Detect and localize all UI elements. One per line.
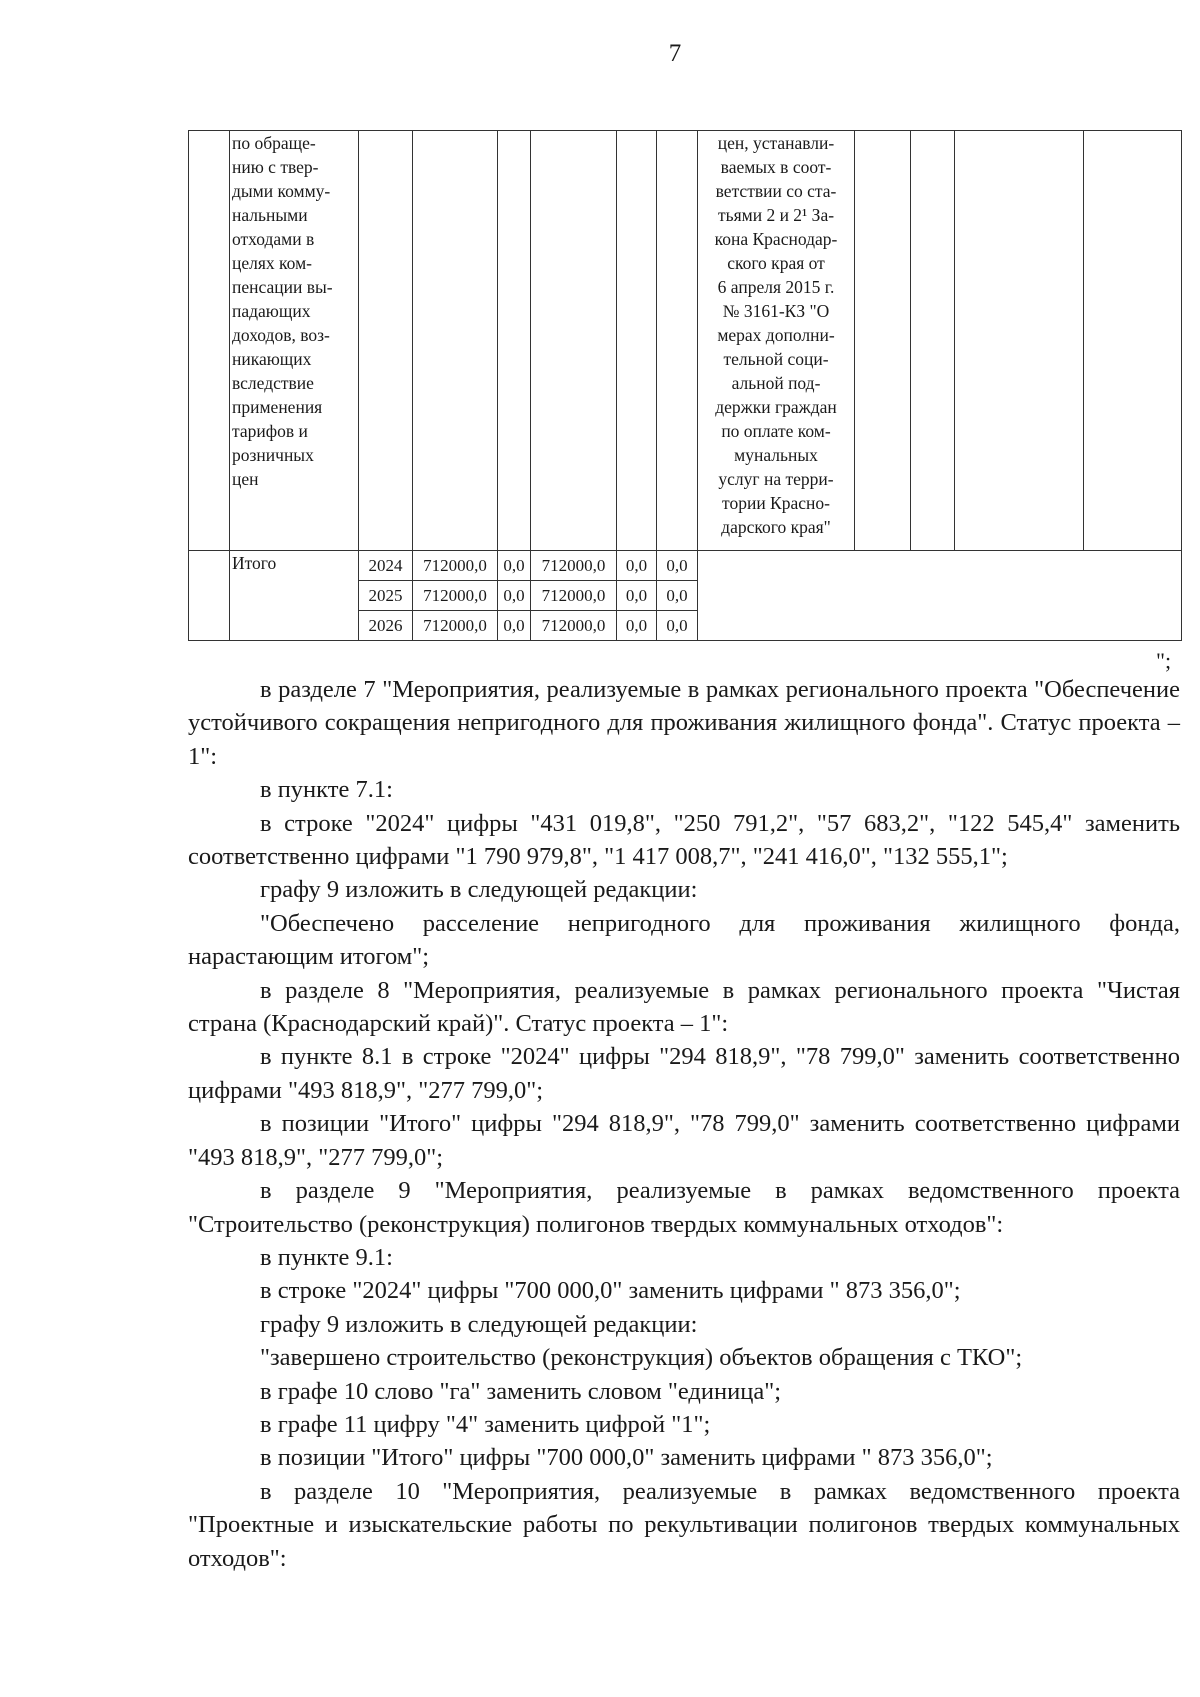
total-col-4: 0,0 — [617, 551, 657, 581]
paragraph: "Обеспечено расселение непригодного для проживания жилищного фонда, нарастающим итогом"; — [188, 909, 1180, 971]
table-cell-empty — [1084, 131, 1182, 551]
page-number: 7 — [668, 40, 682, 67]
total-col-3: 712000,0 — [531, 581, 617, 611]
paragraph: в строке "2024" цифры "700 000,0" заменить цифрами " 873 356,0"; — [260, 1277, 961, 1305]
paragraph: в графе 11 цифру "4" заменить цифрой "1"; — [260, 1410, 711, 1438]
table-cell-empty — [617, 131, 657, 551]
total-col-4: 0,0 — [617, 581, 657, 611]
total-year: 2025 — [359, 581, 413, 611]
closing-quote: "; — [1156, 648, 1172, 673]
total-col-4: 0,0 — [617, 611, 657, 641]
table-cell-empty — [359, 131, 413, 551]
total-year: 2026 — [359, 611, 413, 641]
table-cell-empty — [855, 131, 911, 551]
document-body — [188, 673, 1180, 1575]
table-cell-empty — [911, 131, 955, 551]
table-cell-empty — [657, 131, 698, 551]
table-row-total-2024 — [189, 551, 1182, 581]
table-row — [189, 131, 1182, 551]
total-amount: 712000,0 — [413, 611, 498, 641]
paragraph: в разделе 8 "Мероприятия, реализуемые в рамках регионального проекта "Чистая страна (Краснодарский край)". Статус проекта – 1": — [188, 976, 1180, 1038]
paragraph: графу 9 изложить в следующей редакции: — [260, 1310, 698, 1338]
total-col-5: 0,0 — [657, 551, 698, 581]
total-col-2: 0,0 — [498, 611, 531, 641]
paragraph: в строке "2024" цифры "431 019,8", "250 791,2", "57 683,2", "122 545,4" заменить соответственно цифрами "1 790 979,8", "1 417 008,7", "241 416,0", "132 555,1"; — [188, 809, 1180, 871]
total-col-5: 0,0 — [657, 611, 698, 641]
total-year: 2024 — [359, 551, 413, 581]
table-cell-empty — [955, 131, 1084, 551]
paragraph: в разделе 9 "Мероприятия, реализуемые в рамках ведомственного проекта "Строительство (реконструкция) полигонов твердых коммунальных отходов": — [188, 1177, 1180, 1238]
paragraph: в разделе 10 "Мероприятия, реализуемые в рамках ведомственного проекта "Проектные и изыскательские работы по рекультивации полигонов твердых коммунальных отходов": — [188, 1477, 1180, 1572]
paragraph: в позиции "Итого" цифры "700 000,0" заменить цифрами " 873 356,0"; — [260, 1444, 993, 1472]
paragraph: в пункте 7.1: — [260, 776, 393, 804]
total-col-2: 0,0 — [498, 551, 531, 581]
paragraph: в позиции "Итого" цифры "294 818,9", "78 799,0" заменить соответственно цифрами "493 818,9", "277 799,0"; — [188, 1110, 1180, 1171]
paragraph: в пункте 9.1: — [260, 1243, 393, 1271]
paragraph: в графе 10 слово "га" заменить словом "единица"; — [260, 1377, 782, 1405]
total-amount: 712000,0 — [413, 551, 498, 581]
total-amount: 712000,0 — [413, 581, 498, 611]
paragraph: "завершено строительство (реконструкция) объектов обращения с ТКО"; — [260, 1344, 1023, 1372]
table-cell-empty — [498, 131, 531, 551]
total-col-3: 712000,0 — [531, 611, 617, 641]
paragraph: в разделе 7 "Мероприятия, реализуемые в рамках регионального проекта "Обеспечение устойчивого сокращения непригодного для проживания жилищного фонда". Статус проекта – 1": — [188, 676, 1180, 770]
table-cell-number — [189, 131, 230, 551]
measures-table — [188, 130, 1182, 641]
table-cell-number — [189, 551, 230, 641]
total-label: Итого — [230, 551, 359, 641]
measure-note-cell: цен, устанавли- ваемых в соот- ветствии со ста- тьями 2 и 2¹ За- кона Краснодар- ского края от 6 апреля 2015 г. № 3161-КЗ "О мерах дополни- тельной соци- альной под- держки граждан по оплате ком- мунальных услуг на терри- тории Красно- дарского края" — [698, 131, 855, 551]
total-col-2: 0,0 — [498, 581, 531, 611]
paragraph: графу 9 изложить в следующей редакции: — [260, 876, 698, 904]
total-col-3: 712000,0 — [531, 551, 617, 581]
paragraph: в пункте 8.1 в строке "2024" цифры "294 818,9", "78 799,0" заменить соответственно цифрами "493 818,9", "277 799,0"; — [188, 1043, 1180, 1104]
table-cell-empty — [413, 131, 498, 551]
measure-description-cell: по обраще- нию с твер- дыми комму- нальными отходами в целях ком- пенсации вы- падающих доходов, воз- никающих вследствие применения тарифов и розничных цен — [230, 131, 359, 551]
total-col-5: 0,0 — [657, 581, 698, 611]
total-blank-area — [698, 551, 1182, 641]
table-cell-empty — [531, 131, 617, 551]
